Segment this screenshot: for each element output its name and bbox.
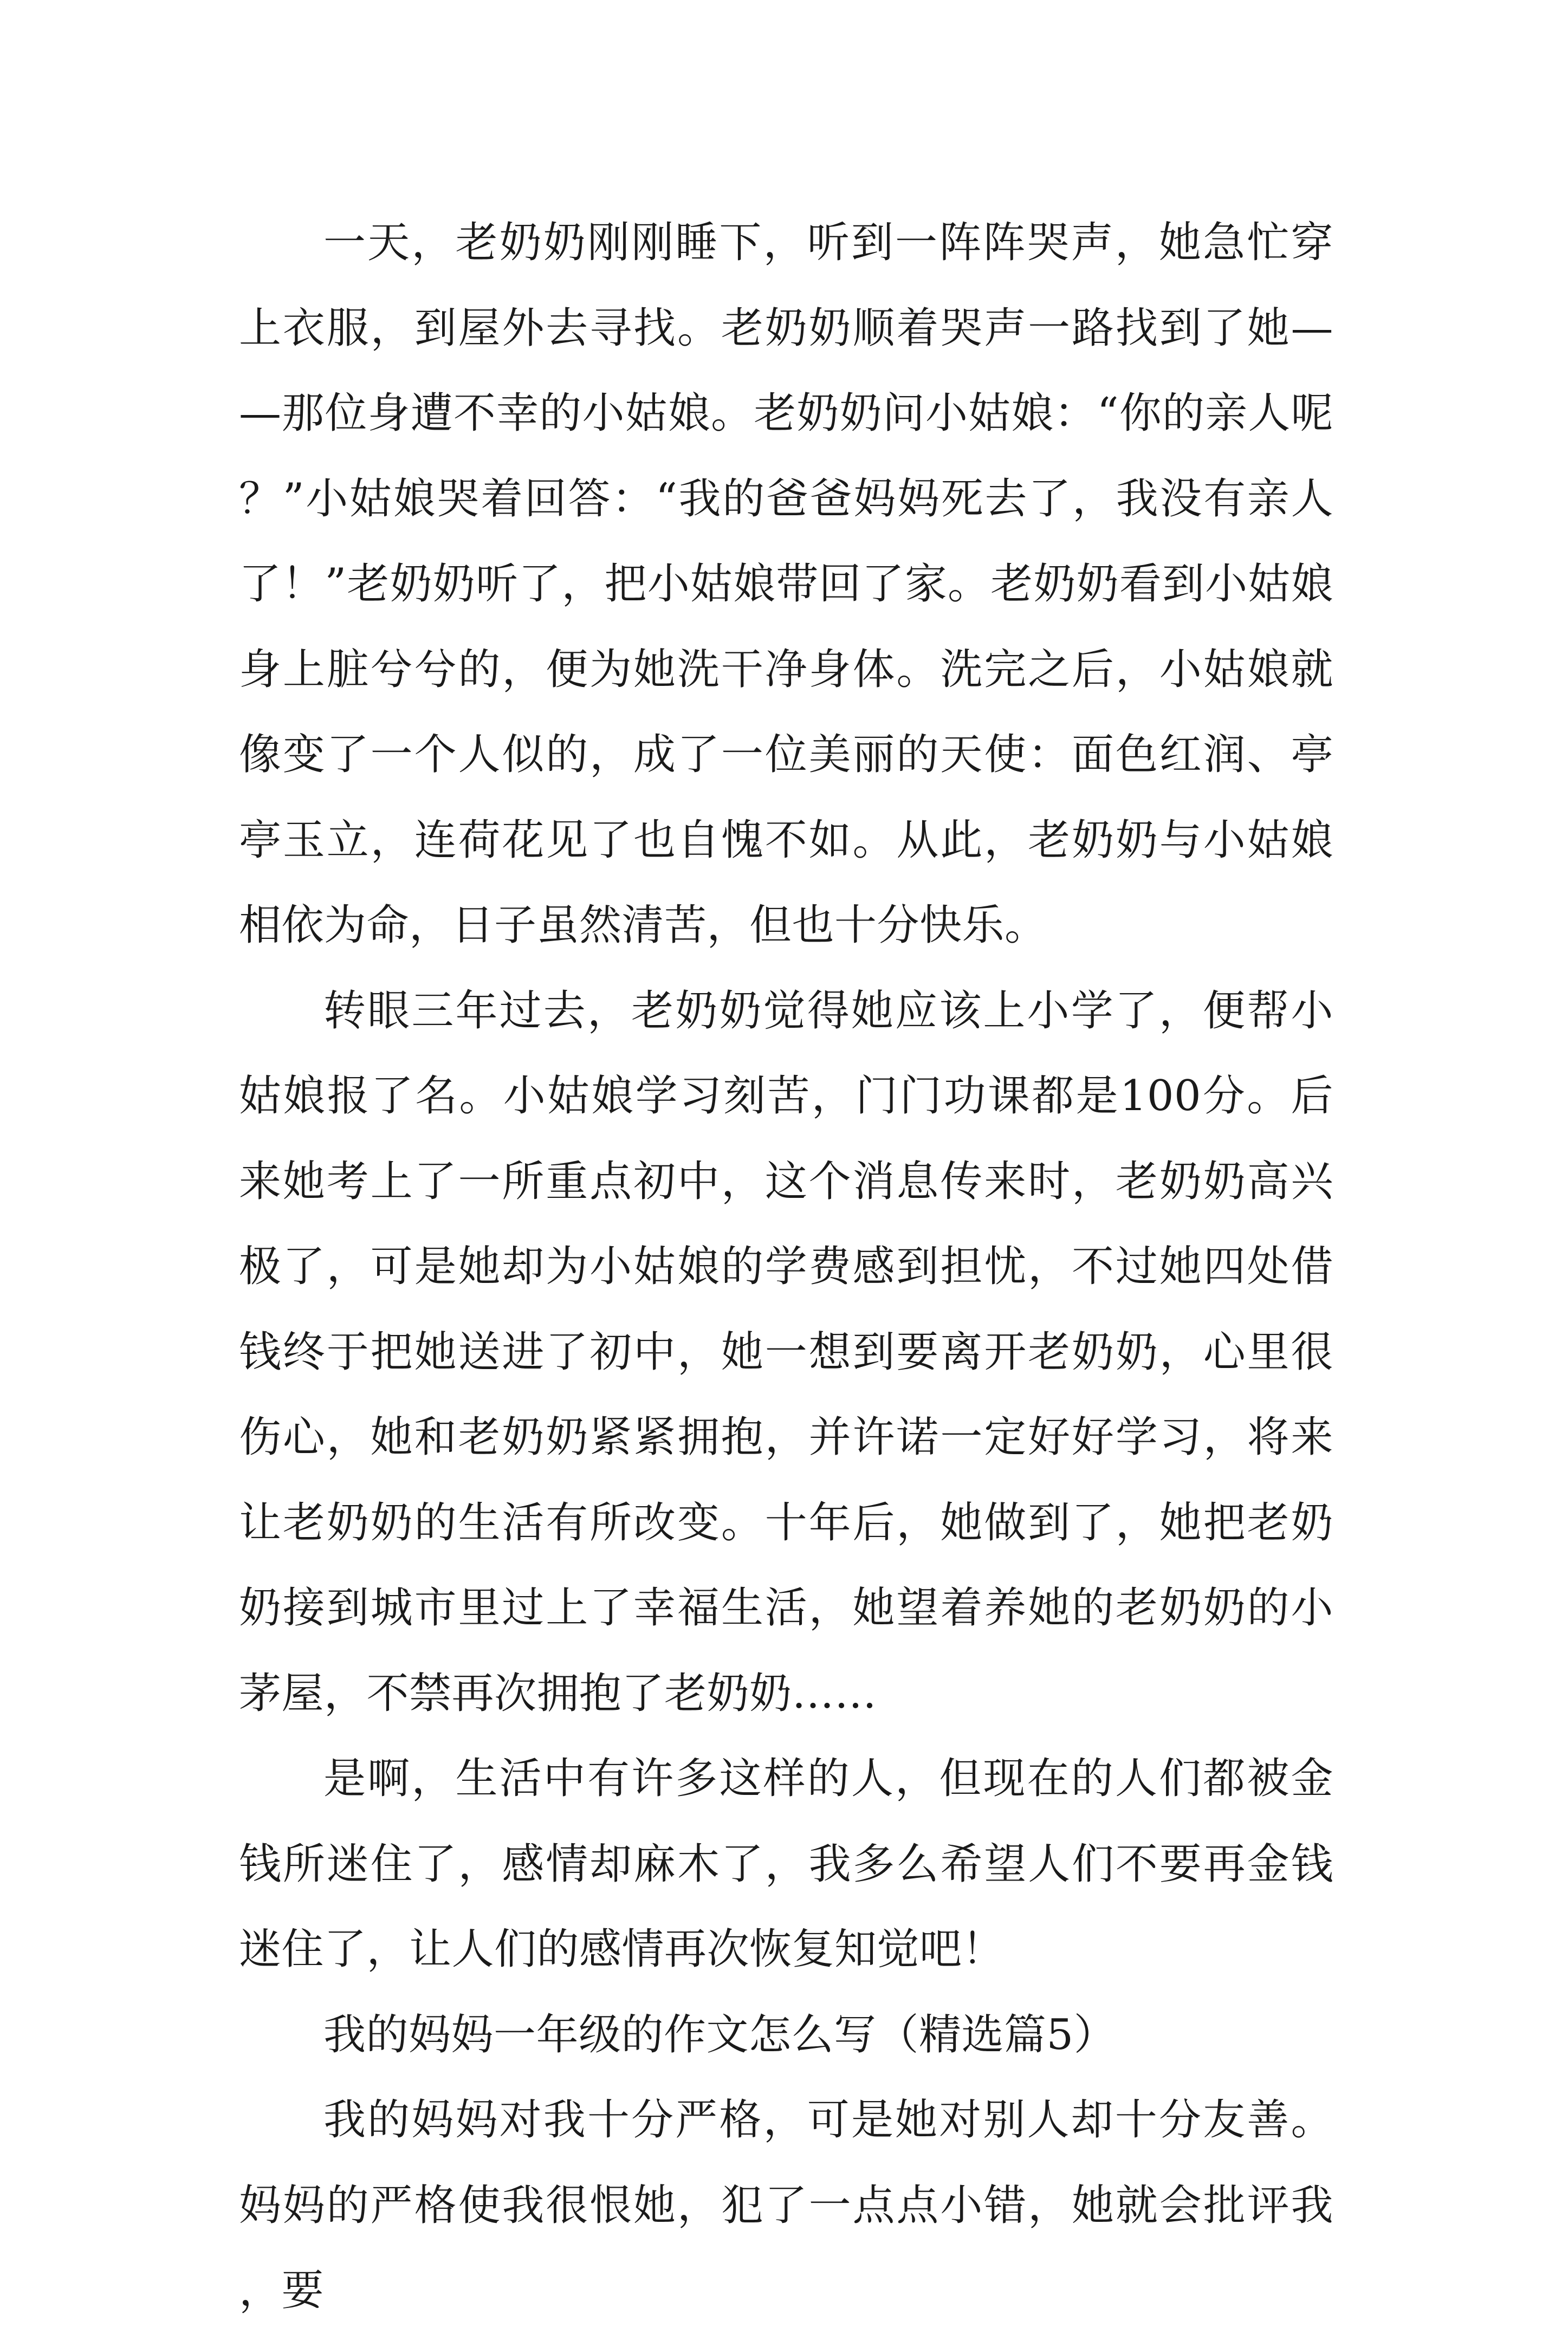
paragraph-school: 转眼三年过去，老奶奶觉得她应该上小学了，便帮小姑娘报了名。小姑娘学习刻苦，门门功课都是100分。后来她考上了一所重点初中，这个消息传来时，老奶奶高兴极了，可是她却为小姑娘的学费感到担忧，不过她四处借钱终于把她送进了初中，她一想到要离开老奶奶，心里很伤心，她和老奶奶紧紧拥抱，并许诺一定好好学习，将来让老奶奶的生活有所改变。十年后，她做到了，她把老奶奶接到城市里过上了幸福生活，她望着养她的老奶奶的小茅屋，不禁再次拥抱了老奶奶…… <box>239 986 1333 1718</box>
paragraph-rescue: 一天，老奶奶刚刚睡下，听到一阵阵哭声，她急忙穿上衣服，到屋外去寻找。老奶奶顺着哭声一路找到了她——那位身遭不幸的小姑娘。老奶奶问小姑娘：“你的亲人呢？”小姑娘哭着回答：“我的爸爸妈妈死去了，我没有亲人了！”老奶奶听了，把小姑娘带回了家。老奶奶看到小姑娘身上脏兮兮的，便为她洗干净身体。洗完之后，小姑娘就像变了一个人似的，成了一位美丽的天使：面色红润、亭亭玉立，连荷花见了也自愧不如。从此，老奶奶与小姑娘相依为命，日子虽然清苦，但也十分快乐。 <box>239 218 1333 950</box>
section-heading: 我的妈妈一年级的作文怎么写（精选篇5） <box>323 2010 1117 2059</box>
paragraph-reflection: 是啊，生活中有许多这样的人，但现在的人们都被金钱所迷住了，感情却麻木了，我多么希望人们不要再金钱迷住了，让人们的感情再次恢复知觉吧！ <box>239 1754 1333 1974</box>
paragraph-mother: 我的妈妈对我十分严格，可是她对别人却十分友善。妈妈的严格使我很恨她，犯了一点点小错，她就会批评我，要 <box>239 2096 1333 2315</box>
document-body <box>239 200 1333 2334</box>
